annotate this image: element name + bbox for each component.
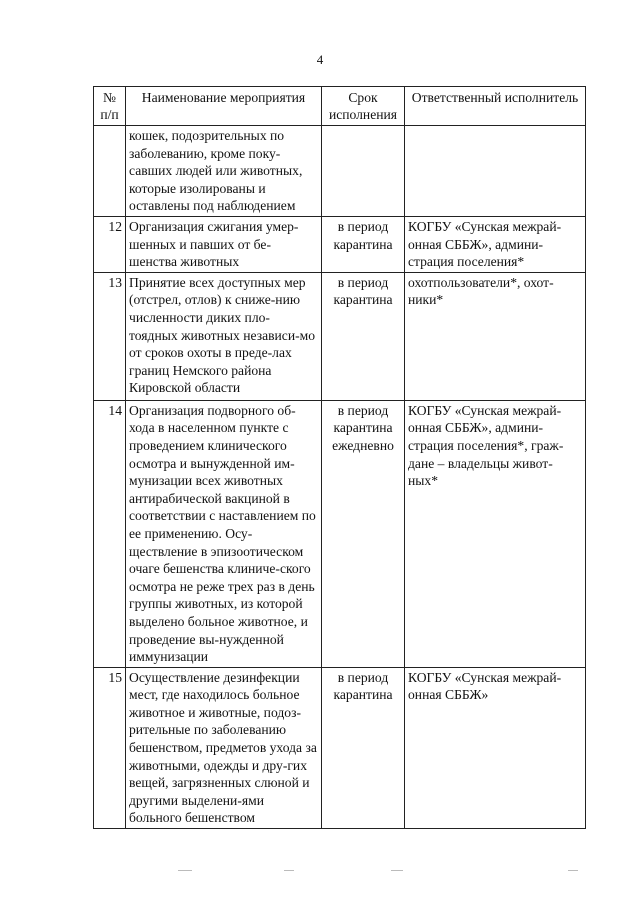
row-responsible: охотпользователи*, охот-ники* <box>405 272 586 400</box>
row-num <box>94 126 126 217</box>
page-number: 4 <box>316 52 324 67</box>
row-num: 15 <box>94 667 126 828</box>
row-name: кошек, подозрительных по заболеванию, кроме поку-савших людей или животных, которые изолированы и оставлены под наблюдением <box>126 126 322 217</box>
table-header-row <box>94 87 586 126</box>
row-responsible: КОГБУ «Сунская межрай-онная СББЖ», админи-страция поселения*, граж-дане – владельцы живот-ных* <box>405 400 586 667</box>
measures-table <box>93 86 586 829</box>
row-num: 13 <box>94 272 126 400</box>
row-term: в период карантина <box>322 272 405 400</box>
row-term: в период карантина ежедневно <box>322 400 405 667</box>
row-responsible: КОГБУ «Сунская межрай-онная СББЖ», админи-страция поселения* <box>405 217 586 273</box>
table-row <box>94 272 586 400</box>
row-responsible <box>405 126 586 217</box>
table-row <box>94 400 586 667</box>
row-num: 12 <box>94 217 126 273</box>
table-row <box>94 126 586 217</box>
row-responsible: КОГБУ «Сунская межрай-онная СББЖ» <box>405 667 586 828</box>
header-term: Срок исполнения <box>322 87 405 126</box>
row-name: Осуществление дезинфекции мест, где находилось больное животное и животные, подоз-рительные по заболеванию бешенством, предметов ухода за животными, одежды и дру-гих вещей, загрязненных слюной и другими выделени-ями больного бешенством <box>126 667 322 828</box>
row-name: Организация сжигания умер-шенных и павших от бе-шенства животных <box>126 217 322 273</box>
row-name: Организация подворного об-хода в населенном пункте с проведением клинического осмотра и вынужденной им-мунизации всех животных антирабической вакциной в соответствии с наставлением по ее применению. Осу-ществление в эпизоотическом очаге бешенства клиниче-ского осмотра не реже трех раз в день группы животных, из которой выделено больное животное, и проведение вы-нужденной иммунизации <box>126 400 322 667</box>
header-responsible: Ответственный исполнитель <box>405 87 586 126</box>
row-name: Принятие всех доступных мер (отстрел, отлов) к сниже-нию численности диких пло-тоядных животных независи-мо от сроков охоты в преде-лах границ Немского района Кировской области <box>126 272 322 400</box>
scan-artifacts <box>0 870 640 876</box>
row-term <box>322 126 405 217</box>
row-term: в период карантина <box>322 667 405 828</box>
row-num: 14 <box>94 400 126 667</box>
table-row <box>94 217 586 273</box>
header-num: № п/п <box>94 87 126 126</box>
row-term: в период карантина <box>322 217 405 273</box>
header-name: Наименование мероприятия <box>126 87 322 126</box>
table-row <box>94 667 586 828</box>
